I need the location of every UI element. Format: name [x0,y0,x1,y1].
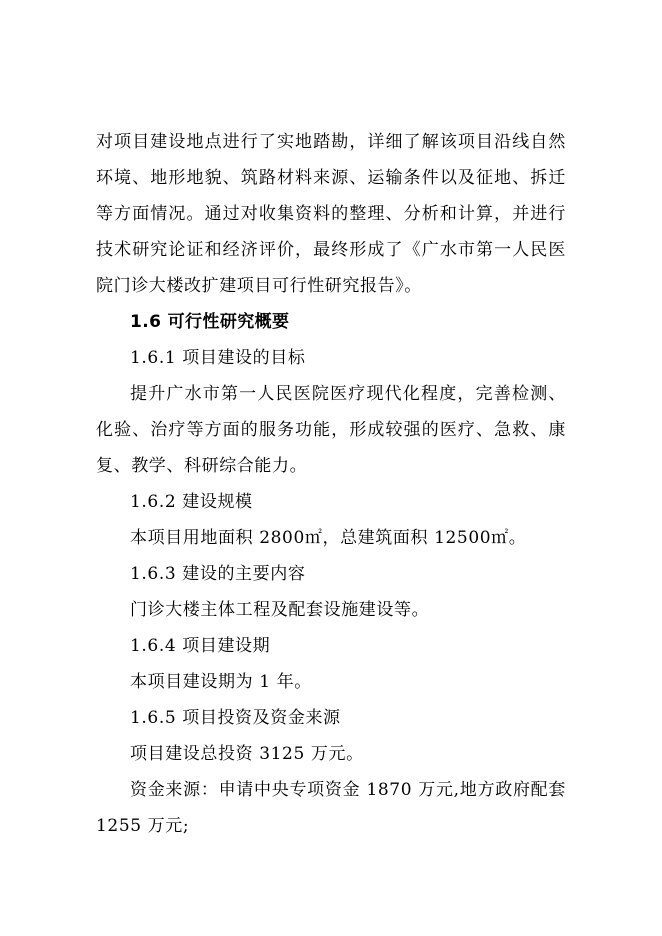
period-text: 本项目建设期为 1 年。 [130,672,312,692]
subsection-title-investment: 1.6.5 项目投资及资金来源 [130,708,341,728]
funding-line-2: 1255 万元; [96,816,190,836]
intro-line-5: 院门诊大楼改扩建项目可行性研究报告》。 [96,276,422,296]
intro-line-4: 技术研究论证和经济评价，最终形成了《广水市第一人民医 [96,240,566,260]
section-heading: 1.6 可行性研究概要 [130,312,290,332]
intro-line-3: 等方面情况。通过对收集资料的整理、分析和计算，并进行 [96,204,566,224]
funding-line-1: 资金来源：申请中央专项资金 1870 万元,地方政府配套 [130,780,566,800]
content-text: 门诊大楼主体工程及配套设施建设等。 [130,600,430,620]
investment-total-text: 项目建设总投资 3125 万元。 [130,744,364,764]
intro-line-2: 环境、地形地貌、筑路材料来源、运输条件以及征地、拆迁 [96,168,566,188]
subsection-title-content: 1.6.3 建设的主要内容 [130,564,306,584]
subsection-title-goal: 1.6.1 项目建设的目标 [130,348,306,368]
scale-text: 本项目用地面积 2800㎡，总建筑面积 12500㎡。 [130,528,527,548]
goal-line-3: 复、教学、科研综合能力。 [96,456,308,476]
intro-line-1: 对项目建设地点进行了实地踏勘，详细了解该项目沿线自然 [96,132,566,152]
goal-line-1: 提升广水市第一人民医院医疗现代化程度，完善检测、 [130,384,566,404]
subsection-title-scale: 1.6.2 建设规模 [130,492,253,512]
goal-line-2: 化验、治疗等方面的服务功能，形成较强的医疗、急救、康 [96,420,566,440]
subsection-title-period: 1.6.4 项目建设期 [130,636,271,656]
